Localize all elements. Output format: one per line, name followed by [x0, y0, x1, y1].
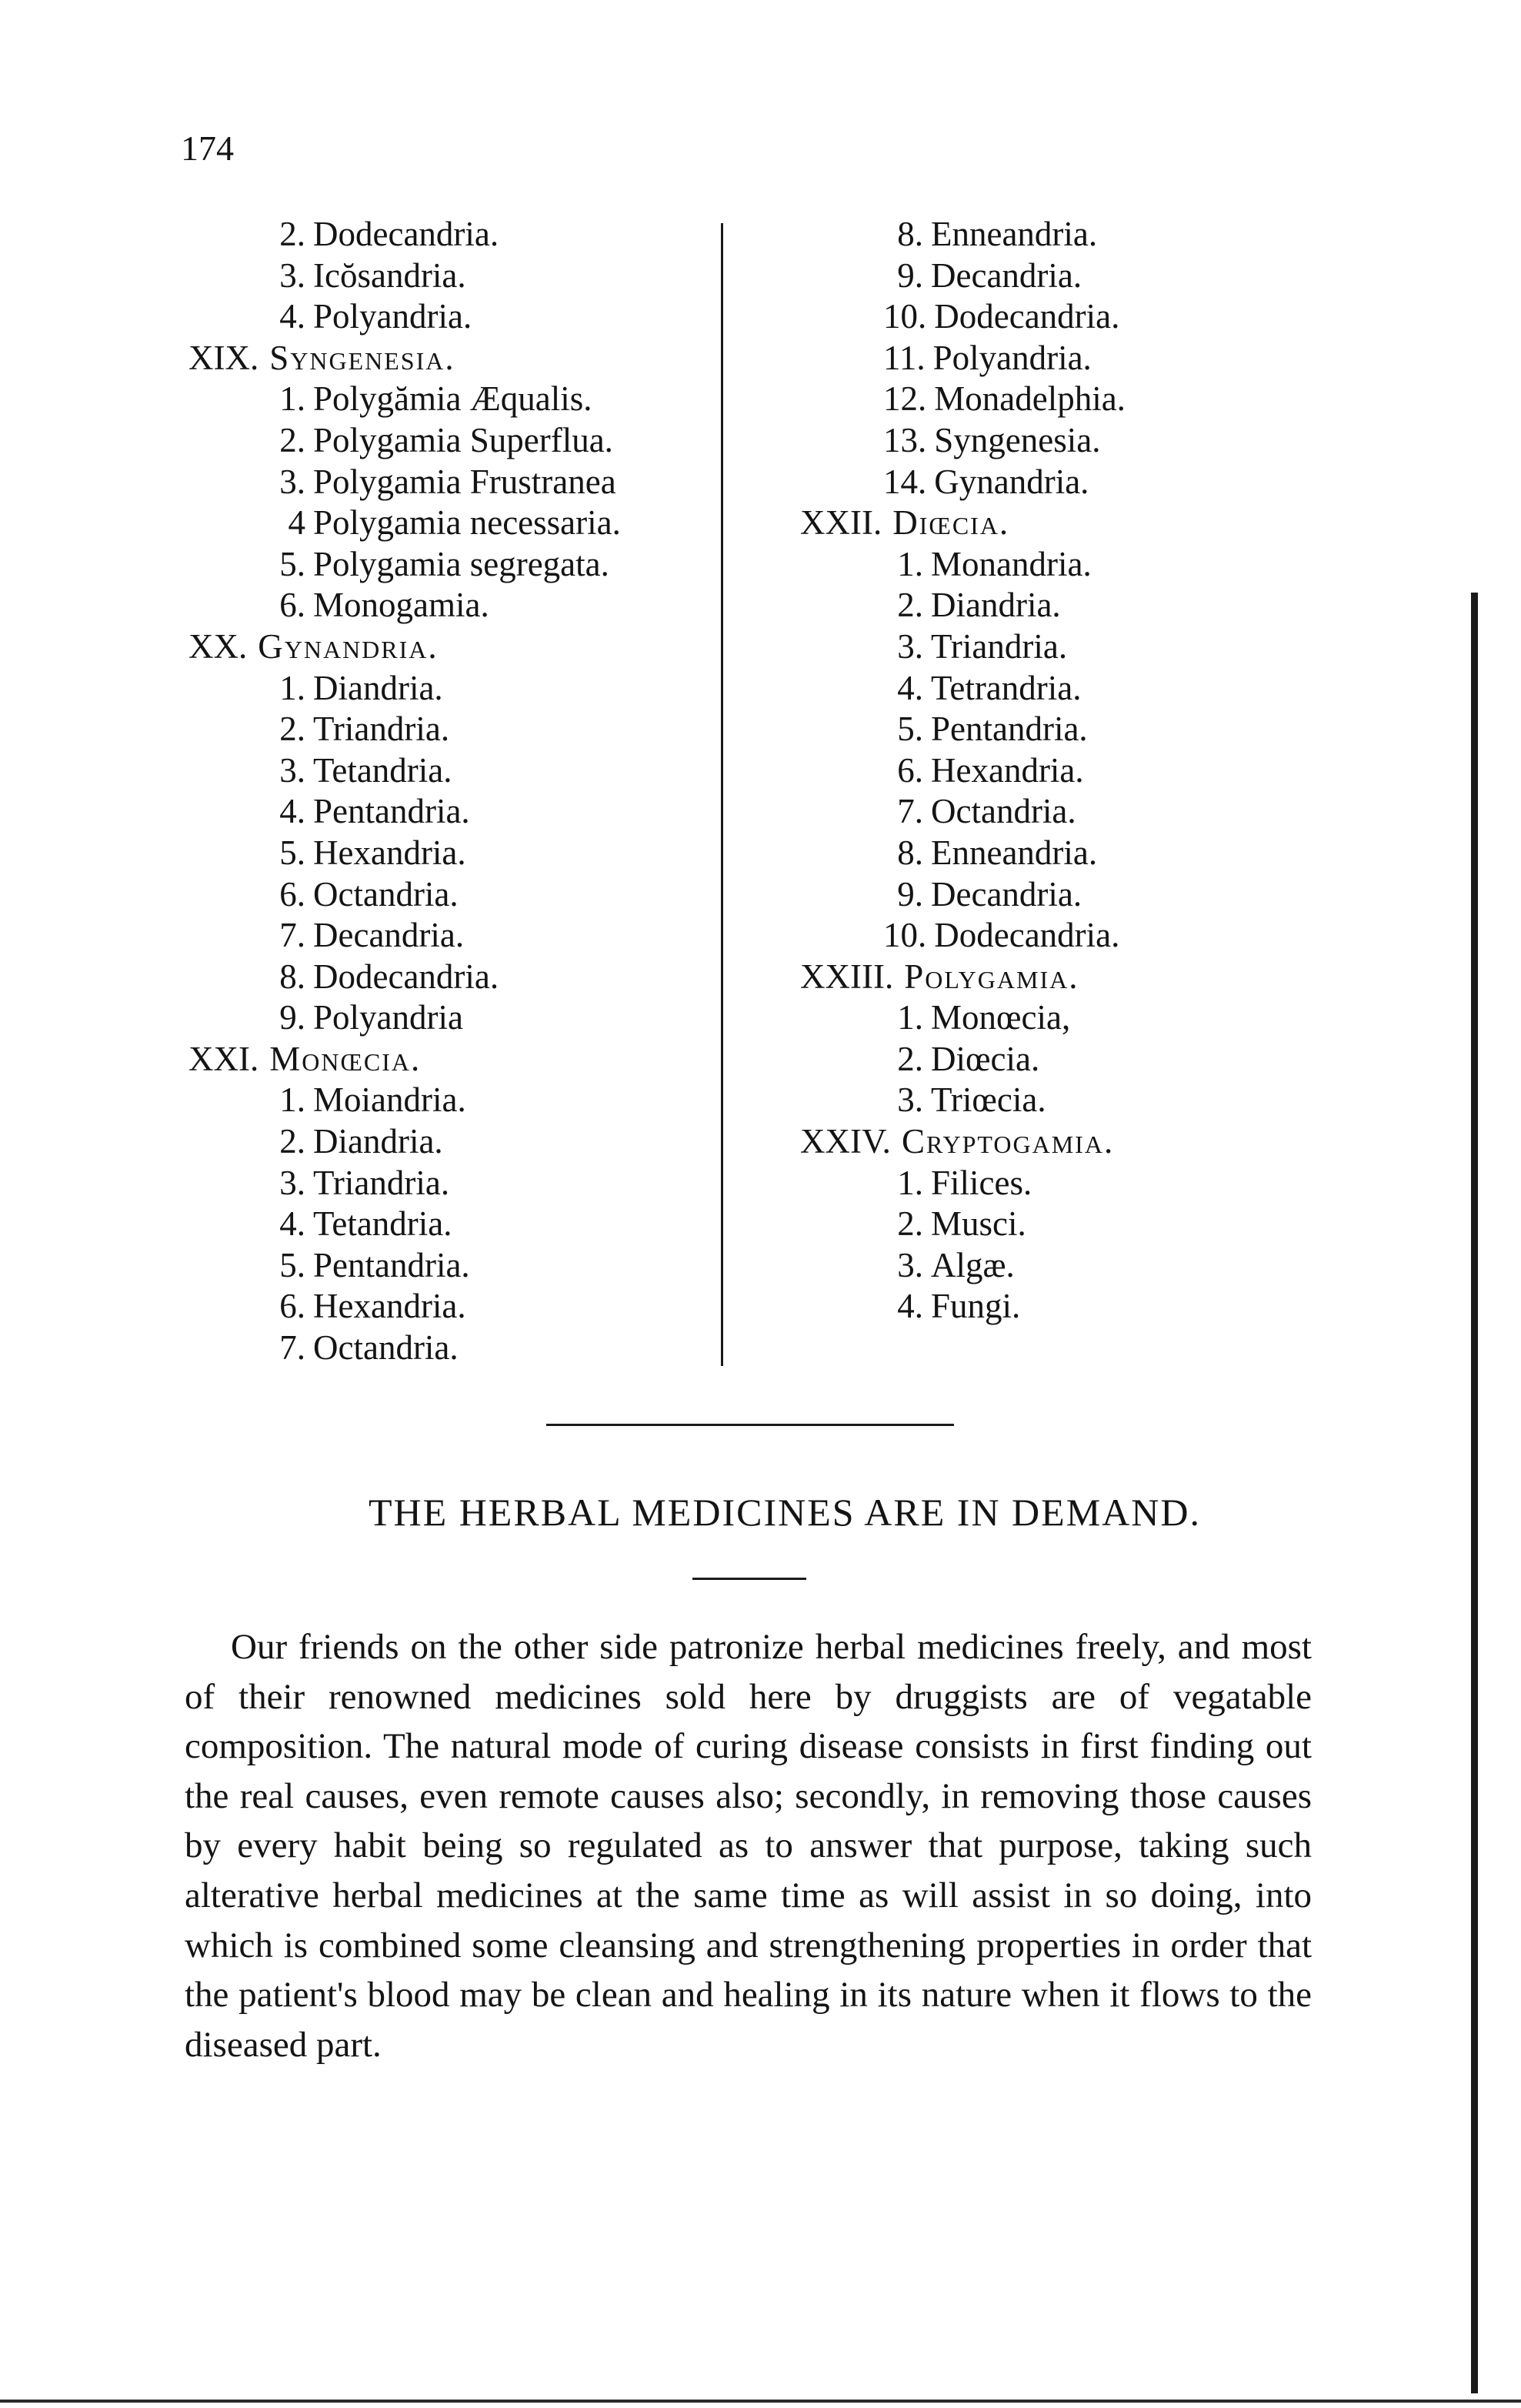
- order-name: Polygamia Frustranea: [313, 462, 616, 501]
- order-name: Enneandria.: [931, 215, 1098, 253]
- order-name: Musci.: [931, 1204, 1026, 1244]
- class-name: Syngenesia.: [269, 338, 455, 377]
- order-item: [188, 833, 621, 874]
- heading-rule-top: [546, 1424, 954, 1426]
- order-number: 8.: [897, 215, 923, 253]
- order-name: Diœcia.: [931, 1039, 1040, 1078]
- order-number: 6.: [279, 586, 305, 625]
- order-name: Hexandria.: [313, 833, 466, 872]
- order-item: [800, 709, 1126, 750]
- order-name: Octandria.: [313, 874, 459, 913]
- order-name: Triandria.: [931, 626, 1068, 666]
- order-number: 3.: [897, 626, 923, 666]
- order-item: [188, 503, 621, 544]
- order-name: Monœcia,: [931, 998, 1071, 1037]
- order-item: [800, 874, 1126, 916]
- order-number: 1.: [897, 544, 923, 583]
- order-name: Dodecandria.: [934, 297, 1120, 336]
- order-item: [188, 1163, 621, 1204]
- order-item: [188, 957, 621, 998]
- class-heading: [800, 957, 1126, 998]
- order-item: [800, 1204, 1126, 1245]
- order-number: 1.: [279, 379, 305, 419]
- order-number: 2.: [897, 1039, 923, 1078]
- order-name: Polygamia necessaria.: [313, 503, 621, 543]
- order-item: [800, 626, 1126, 668]
- order-item: [800, 379, 1126, 420]
- order-number: 12.: [883, 379, 927, 419]
- class-numeral: XXII.: [800, 503, 882, 543]
- class-heading: [800, 1121, 1126, 1163]
- order-number: 10.: [883, 297, 927, 336]
- order-number: 4.: [279, 1204, 305, 1244]
- order-number: 7.: [897, 792, 923, 831]
- order-number: 11.: [883, 338, 926, 377]
- order-number: 2.: [897, 586, 923, 625]
- order-name: Polyandria.: [932, 338, 1092, 377]
- order-item: [800, 255, 1126, 297]
- order-item: [800, 997, 1126, 1039]
- order-name: Diandria.: [313, 668, 443, 707]
- order-number: 1.: [897, 998, 923, 1037]
- order-name: Polyandria: [313, 998, 463, 1037]
- order-name: Decandria.: [931, 874, 1082, 913]
- class-heading: [188, 1039, 621, 1080]
- class-heading: [188, 338, 621, 379]
- order-name: Dodecandria.: [313, 957, 499, 996]
- order-name: Moiandria.: [313, 1080, 466, 1120]
- order-item: [188, 1245, 621, 1287]
- order-item: [188, 791, 621, 833]
- order-number: 6.: [897, 750, 923, 790]
- order-item: [800, 544, 1126, 586]
- order-number: 9.: [897, 874, 923, 913]
- order-name: Syngenesia.: [934, 420, 1101, 459]
- order-number: 4: [288, 503, 305, 543]
- order-name: Monandria.: [931, 544, 1092, 583]
- order-name: Diandria.: [931, 586, 1061, 625]
- order-number: 2.: [897, 1204, 923, 1244]
- order-name: Polyandria.: [313, 297, 472, 336]
- order-item: [800, 791, 1126, 833]
- order-item: [188, 255, 621, 297]
- order-name: Dodecandria.: [934, 916, 1120, 955]
- order-name: Pentandria.: [931, 710, 1088, 749]
- order-item: [800, 585, 1126, 626]
- order-item: [800, 338, 1126, 379]
- order-item: [188, 585, 621, 626]
- order-name: Fungi.: [931, 1287, 1021, 1326]
- order-number: 10.: [883, 916, 927, 955]
- order-item: [800, 420, 1126, 462]
- order-name: Dodecandria.: [313, 215, 499, 253]
- order-item: [188, 296, 621, 338]
- order-number: 1.: [279, 668, 305, 707]
- order-item: [800, 915, 1126, 957]
- order-name: Enneandria.: [931, 833, 1098, 872]
- order-item: [188, 214, 621, 255]
- order-item: [188, 1080, 621, 1121]
- order-name: Triandria.: [313, 1163, 450, 1202]
- classification-left-column: [188, 214, 621, 1369]
- order-item: [188, 1286, 621, 1328]
- class-heading: [188, 626, 621, 668]
- class-numeral: XX.: [188, 626, 248, 666]
- class-name: Cryptogamia.: [901, 1122, 1115, 1161]
- order-name: Polygamia Superflua.: [313, 420, 613, 459]
- order-item: [188, 750, 621, 792]
- order-item: [188, 709, 621, 750]
- class-name: Polygamia.: [904, 957, 1079, 996]
- order-item: [800, 462, 1126, 503]
- order-name: Monogamia.: [313, 586, 489, 625]
- order-item: [800, 1039, 1126, 1080]
- order-number: 1.: [279, 1080, 305, 1120]
- order-name: Tetandria.: [313, 750, 452, 790]
- order-name: Decandria.: [313, 916, 465, 955]
- order-number: 8.: [279, 957, 305, 996]
- order-name: Monadelphia.: [934, 379, 1126, 419]
- class-numeral: XIX.: [188, 338, 259, 377]
- order-name: Gynandria.: [934, 462, 1089, 501]
- order-number: 9.: [897, 255, 923, 295]
- order-number: 3.: [897, 1080, 923, 1120]
- order-item: [800, 833, 1126, 874]
- class-name: Monœcia.: [269, 1039, 422, 1078]
- order-item: [188, 997, 621, 1039]
- order-number: 2.: [279, 215, 305, 253]
- order-name: Polygamia segregata.: [313, 544, 609, 583]
- order-number: 8.: [897, 833, 923, 872]
- order-number: 5.: [897, 710, 923, 749]
- order-number: 1.: [897, 1163, 923, 1202]
- order-number: 2.: [279, 420, 305, 459]
- order-name: Triandria.: [313, 710, 450, 749]
- order-item: [800, 1286, 1126, 1328]
- order-name: Pentandria.: [313, 792, 470, 831]
- order-item: [188, 1204, 621, 1245]
- order-number: 3.: [279, 1163, 305, 1202]
- order-number: 7.: [279, 916, 305, 955]
- heading-rule-bottom: [692, 1578, 806, 1580]
- order-name: Algæ.: [931, 1245, 1015, 1284]
- order-item: [188, 915, 621, 957]
- order-number: 4.: [897, 668, 923, 707]
- order-item: [188, 379, 621, 420]
- order-item: [188, 544, 621, 586]
- order-item: [800, 1080, 1126, 1121]
- page-edge-shadow: [1471, 593, 1478, 2393]
- order-number: 13.: [883, 420, 927, 459]
- order-item: [800, 1245, 1126, 1287]
- class-numeral: XXIII.: [800, 957, 894, 996]
- order-name: Triœcia.: [931, 1080, 1046, 1120]
- order-number: 2.: [279, 710, 305, 749]
- order-number: 3.: [279, 255, 305, 295]
- order-number: 3.: [279, 462, 305, 501]
- order-number: 4.: [279, 792, 305, 831]
- order-number: 9.: [279, 998, 305, 1037]
- order-name: Icŏsandria.: [313, 255, 466, 295]
- order-number: 14.: [883, 462, 927, 501]
- order-name: Diandria.: [313, 1122, 443, 1161]
- order-number: 2.: [279, 1122, 305, 1161]
- column-divider: [721, 223, 723, 1366]
- order-number: 3.: [897, 1245, 923, 1284]
- order-item: [188, 420, 621, 462]
- order-name: Pentandria.: [313, 1245, 470, 1284]
- order-number: 6.: [279, 874, 305, 913]
- class-name: Diœcia.: [892, 503, 1010, 543]
- page-bottom-edge: [0, 2400, 1521, 2403]
- body-paragraph: Our friends on the other side patronize herbal medicines freely, and most of their renowned medicines sold here by druggists are of vegatable composition. The natural mode of curing disease consists in first finding out the real causes, even remote causes also; secondly, in removing those causes by every habit being so regulated as to answer that purpose, taking such alterative herbal medicines at the same time as will assist in so doing, into which is combined some cleansing and strengthening properties in order that the patient's blood may be clean and healing in its nature when it flows to the diseased part.: [185, 1627, 1312, 2065]
- order-name: Decandria.: [931, 255, 1082, 295]
- order-number: 5.: [279, 1245, 305, 1284]
- order-number: 5.: [279, 833, 305, 872]
- order-name: Tetandria.: [313, 1204, 452, 1244]
- class-numeral: XXI.: [188, 1039, 259, 1078]
- order-item: [188, 1328, 621, 1369]
- classification-right-column: [800, 214, 1126, 1328]
- order-number: 5.: [279, 544, 305, 583]
- order-name: Hexandria.: [931, 750, 1084, 790]
- order-item: [188, 668, 621, 710]
- order-number: 6.: [279, 1287, 305, 1326]
- order-item: [800, 296, 1126, 338]
- class-heading: [800, 503, 1126, 544]
- order-number: 3.: [279, 750, 305, 790]
- order-name: Octandria.: [313, 1328, 459, 1368]
- order-name: Filices.: [931, 1163, 1032, 1202]
- order-name: Octandria.: [931, 792, 1076, 831]
- order-item: [800, 214, 1126, 255]
- order-item: [188, 1121, 621, 1163]
- order-item: [800, 750, 1126, 792]
- class-name: Gynandria.: [258, 626, 439, 666]
- order-item: [188, 462, 621, 503]
- class-numeral: XXIV.: [800, 1122, 891, 1161]
- order-name: Polygămia Æqualis.: [313, 379, 592, 419]
- page-number: 174: [181, 129, 234, 168]
- order-number: 4.: [279, 297, 305, 336]
- order-item: [188, 874, 621, 916]
- order-item: [800, 668, 1126, 710]
- order-number: 4.: [897, 1287, 923, 1326]
- section-heading: THE HERBAL MEDICINES ARE IN DEMAND.: [369, 1491, 1201, 1534]
- order-item: [800, 1163, 1126, 1204]
- order-name: Tetrandria.: [931, 668, 1082, 707]
- order-name: Hexandria.: [313, 1287, 466, 1326]
- order-number: 7.: [279, 1328, 305, 1368]
